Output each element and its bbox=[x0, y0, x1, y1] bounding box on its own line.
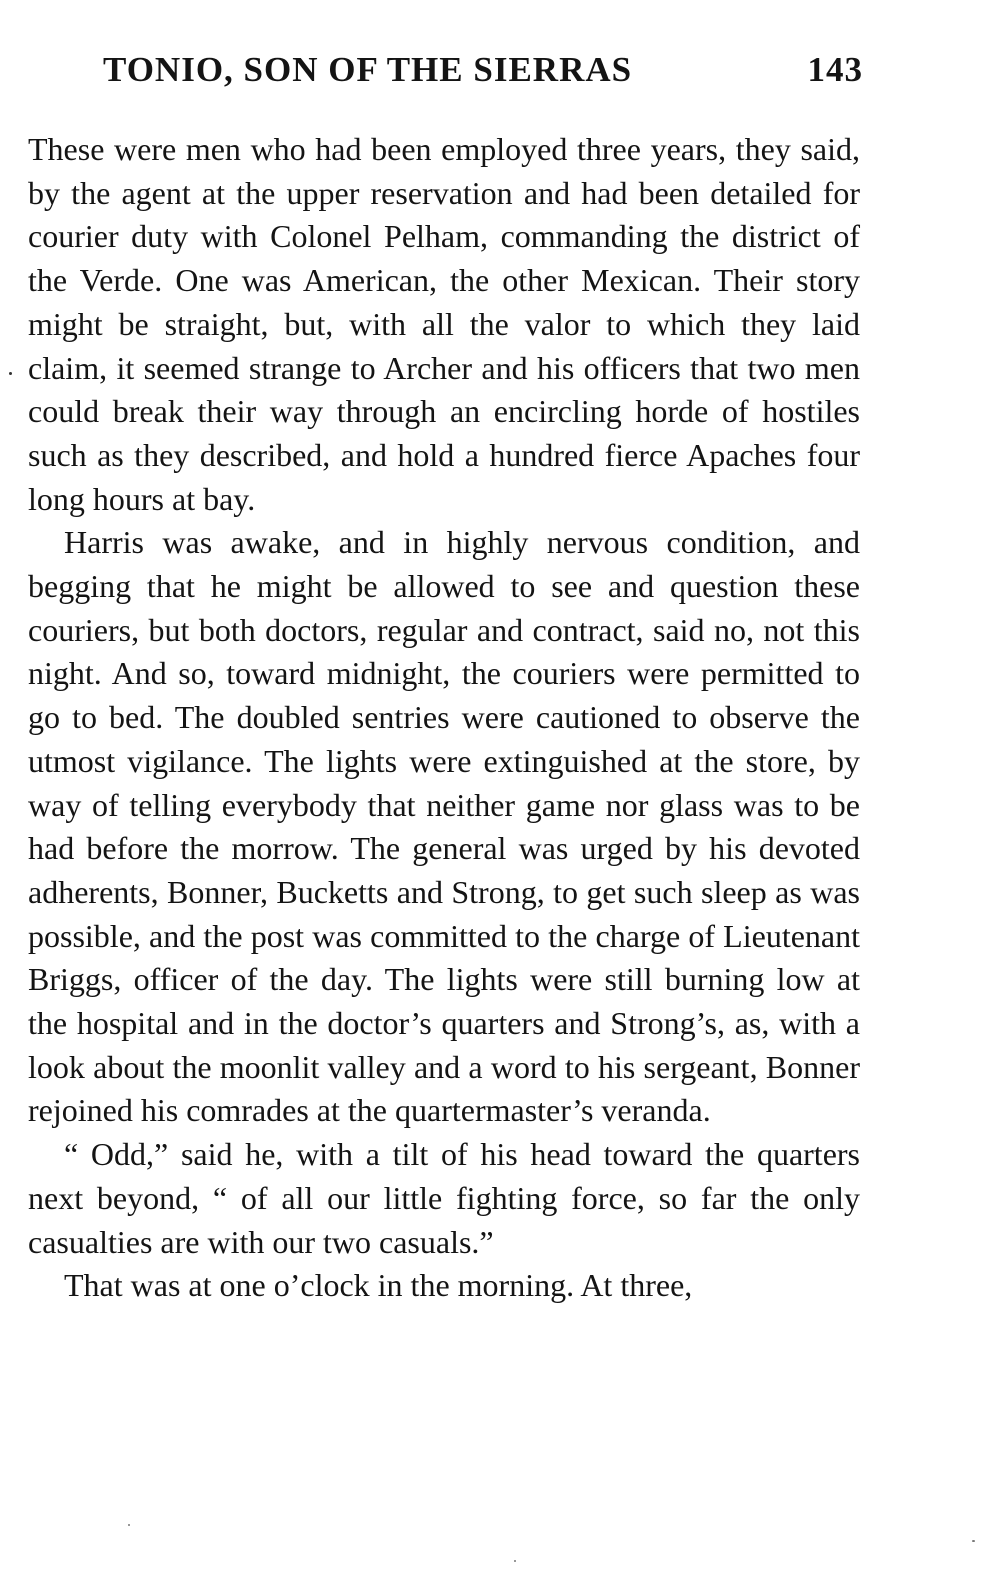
stray-print-mark bbox=[9, 372, 12, 375]
paper-speck bbox=[514, 1560, 516, 1562]
body-text bbox=[28, 128, 860, 1308]
paragraph-2: Harris was awake, and in highly nervous condition, and begging that he might be allowed to see and question these couriers, but both doctors, regular and contract, said no, not this night. And so, toward midnight, the couriers were permitted to go to bed. The doubled sentries were cautioned to observe the utmost vigilance. The lights were extinguished at the store, by way of telling everybody that neither game nor glass was to be had before the morrow. The general was urged by his devoted adherents, Bonner, Bucketts and Strong, to get such sleep as was possible, and the post was committed to the charge of Lieutenant Briggs, officer of the day. The lights were still burning low at the hospital and in the doctor’s quarters and Strong’s, as, with a look about the moonlit valley and a word to his sergeant, Bonner rejoined his comrades at the quartermaster’s veranda. bbox=[28, 524, 860, 1129]
page-number: 143 bbox=[807, 50, 863, 89]
paragraph-3: “ Odd,” said he, with a tilt of his head toward the quarters next beyond, “ of all our little fighting force, so far the only casualties are with our two casuals.” bbox=[28, 1136, 860, 1260]
running-head bbox=[103, 50, 863, 94]
paper-speck bbox=[972, 1540, 975, 1542]
paragraph-4: That was at one o’clock in the morning. At three, bbox=[64, 1267, 693, 1304]
paper-speck bbox=[128, 1524, 130, 1526]
paragraph-1: These were men who had been employed three years, they said, by the agent at the upper reservation and had been detailed for courier duty with Colonel Pelham, commanding the district of the Verde. One was American, the other Mexican. Their story might be straight, but, with all the valor to which they laid claim, it seemed strange to Archer and his officers that two men could break their way through an encircling horde of hostiles such as they described, and hold a hundred fierce Apaches four long hours at bay. bbox=[28, 131, 860, 517]
running-title: TONIO, SON OF THE SIERRAS bbox=[103, 50, 633, 89]
